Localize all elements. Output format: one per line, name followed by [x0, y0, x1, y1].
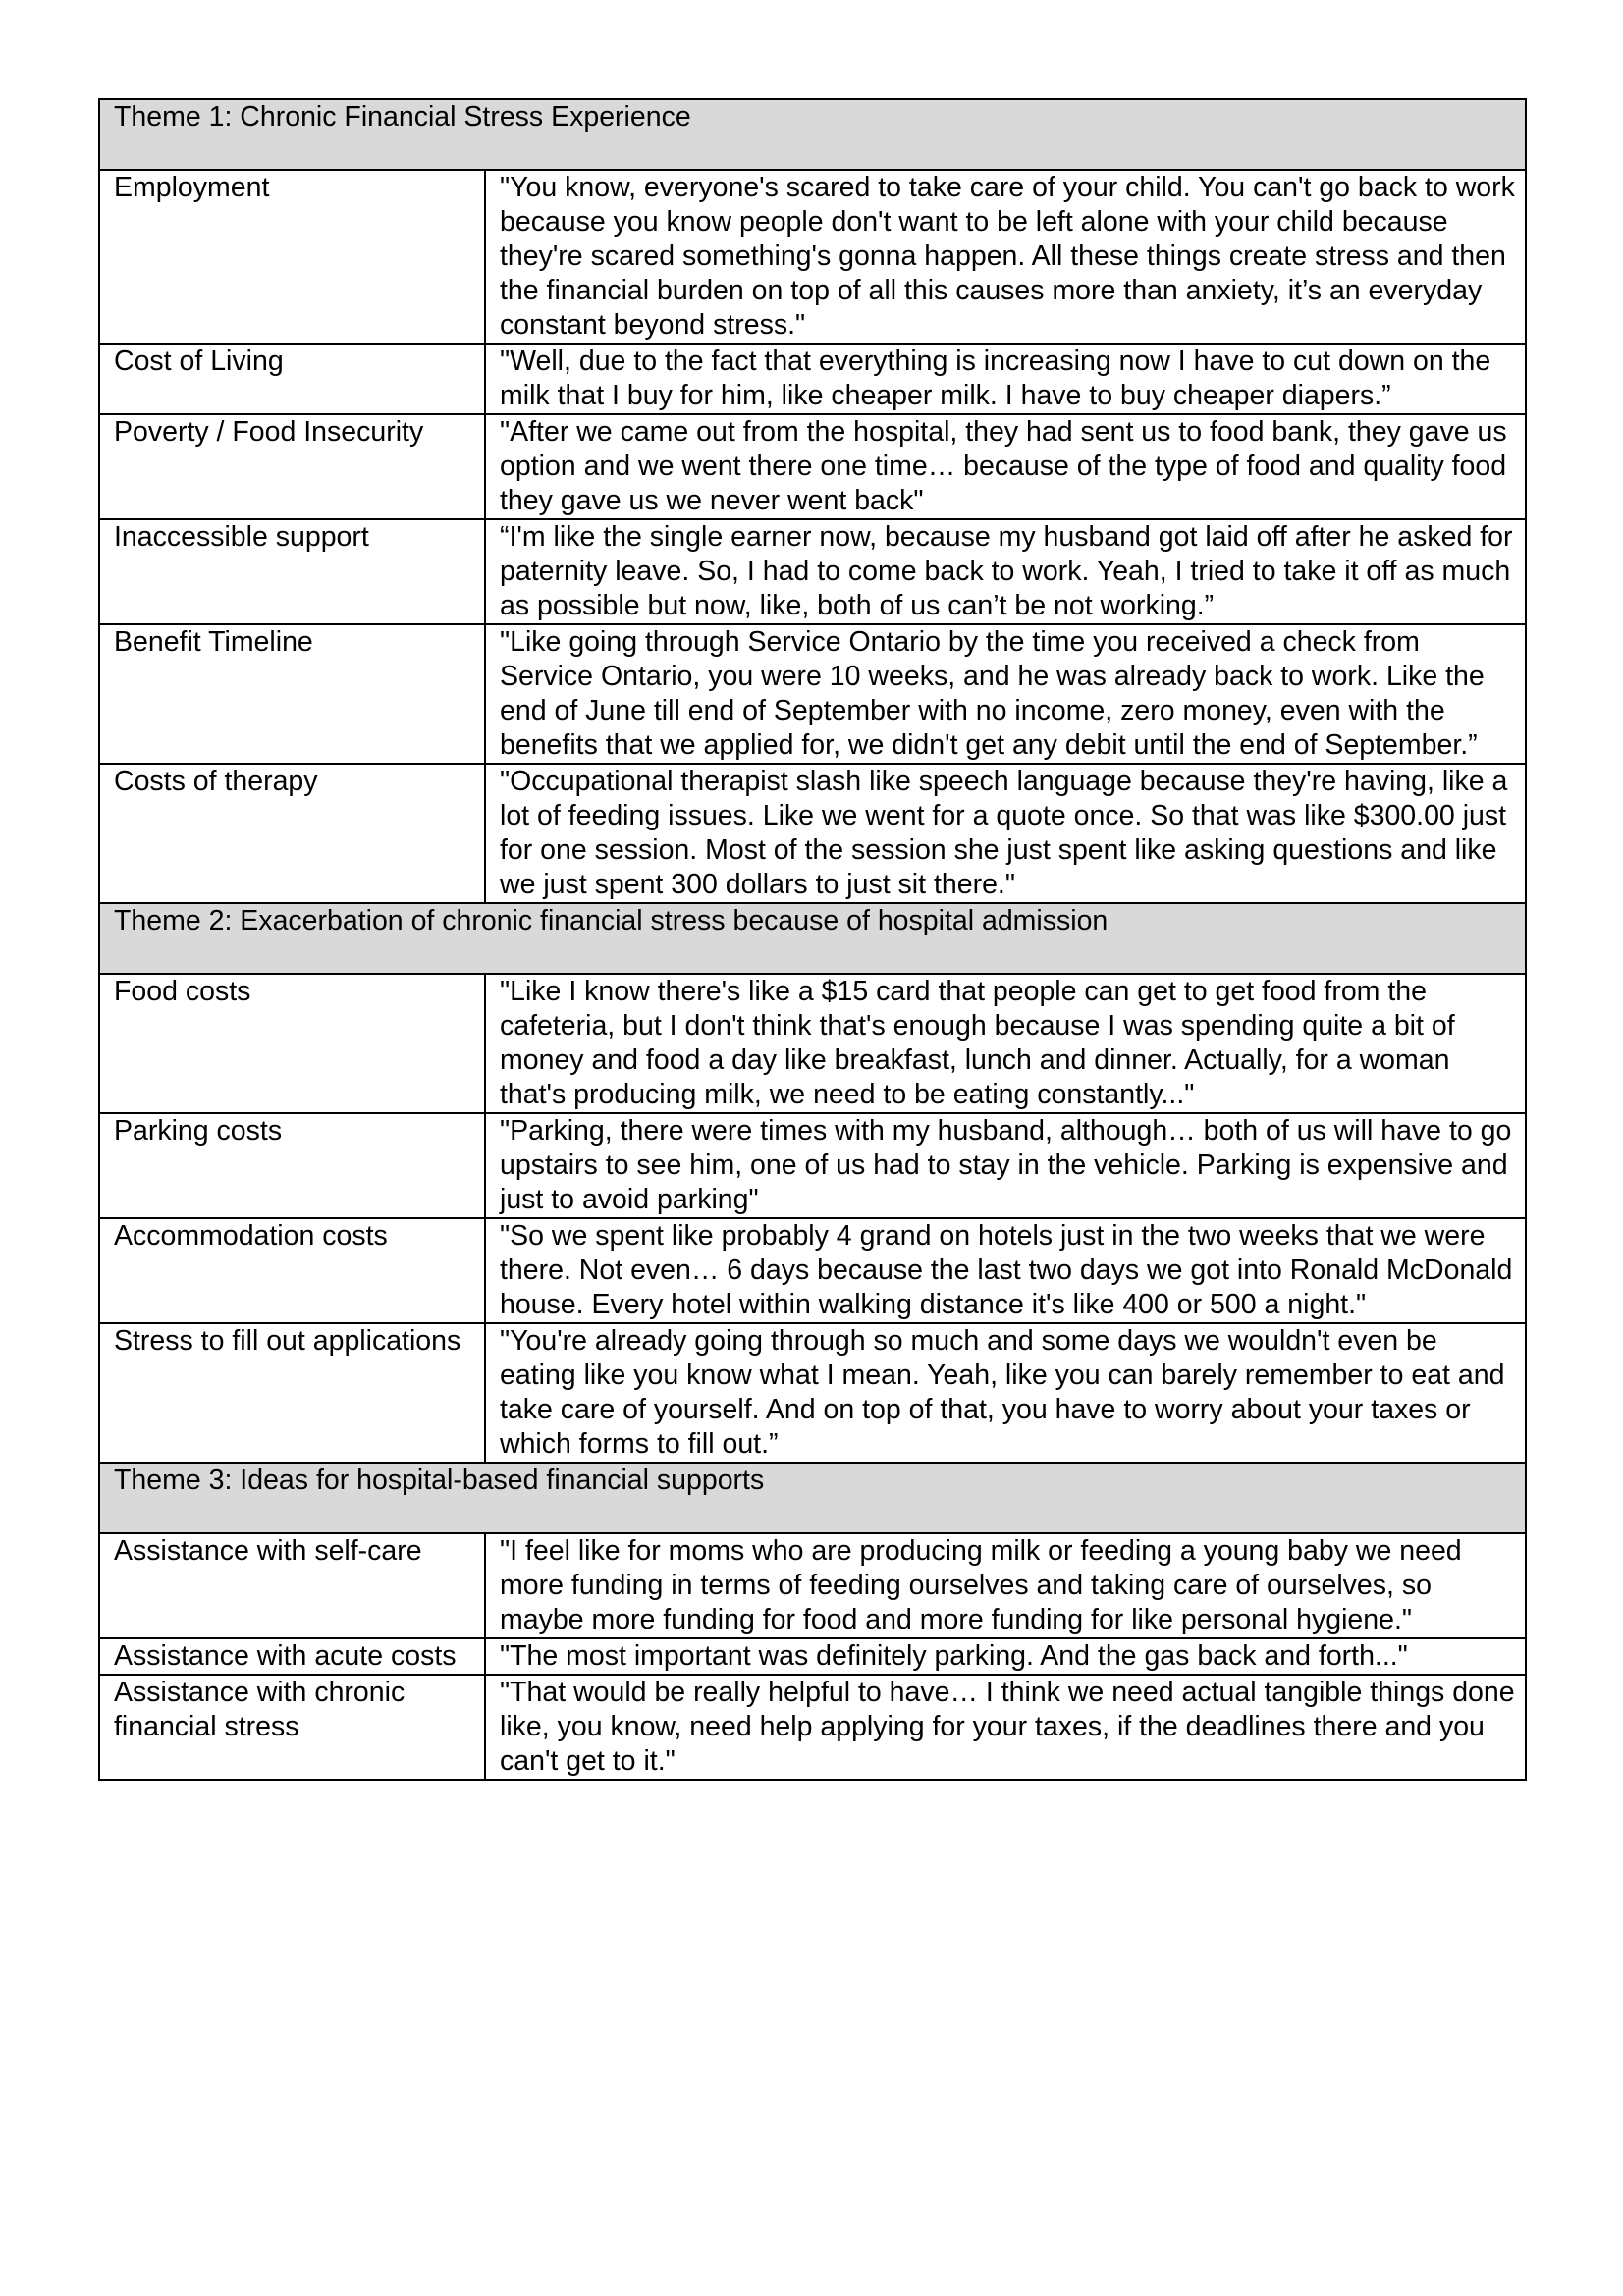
- theme-header-row: [99, 903, 1526, 974]
- row-label: Benefit Timeline: [99, 624, 485, 764]
- theme-title: Theme 2: Exacerbation of chronic financial stress because of hospital admission: [99, 903, 1526, 974]
- row-quote: "Like going through Service Ontario by the time you received a check from Service Ontario, you were 10 weeks, and he was already back to work. Like the end of June till end of September with no income, zero money, even with the benefits that we applied for, we didn't get any debit until the end of September.”: [485, 624, 1526, 764]
- table-row: [99, 1218, 1526, 1323]
- row-quote: "Parking, there were times with my husband, although… both of us will have to go upstairs to see him, one of us had to stay in the vehicle. Parking is expensive and just to avoid parking": [485, 1113, 1526, 1218]
- row-quote: "Occupational therapist slash like speech language because they're having, like a lot of feeding issues. Like we went for a quote once. So that was like $300.00 just for one session. Most of the session she just spent like asking questions and like we just spent 300 dollars to just sit there.": [485, 764, 1526, 903]
- row-quote: "That would be really helpful to have… I think we need actual tangible things done like, you know, need help applying for your taxes, if the deadlines there and you can't get to it.": [485, 1675, 1526, 1780]
- theme-header-row: [99, 99, 1526, 170]
- table-row: [99, 1533, 1526, 1638]
- row-label: Assistance with self-care: [99, 1533, 485, 1638]
- table-row: [99, 170, 1526, 344]
- table-row: [99, 414, 1526, 519]
- row-quote: “I'm like the single earner now, because my husband got laid off after he asked for paternity leave. So, I had to come back to work. Yeah, I tried to take it off as much as possible but now, like, both of us can’t be not working.”: [485, 519, 1526, 624]
- row-label: Stress to fill out applications: [99, 1323, 485, 1463]
- table-row: [99, 1675, 1526, 1780]
- row-label: Assistance with chronic financial stress: [99, 1675, 485, 1780]
- row-label: Assistance with acute costs: [99, 1638, 485, 1675]
- row-label: Costs of therapy: [99, 764, 485, 903]
- table-row: [99, 974, 1526, 1113]
- row-quote: "You know, everyone's scared to take care of your child. You can't go back to work because you know people don't want to be left alone with your child because they're scared something's gonna happen. All these things create stress and then the financial burden on top of all this causes more than anxiety, it’s an everyday constant beyond stress.": [485, 170, 1526, 344]
- table-row: [99, 764, 1526, 903]
- row-quote: "After we came out from the hospital, they had sent us to food bank, they gave us option and we went there one time… because of the type of food and quality food they gave us we never went back": [485, 414, 1526, 519]
- table-row: [99, 1323, 1526, 1463]
- row-quote: "So we spent like probably 4 grand on hotels just in the two weeks that we were there. Not even… 6 days because the last two days we got into Ronald McDonald house. Every hotel within walking distance it's like 400 or 500 a night.": [485, 1218, 1526, 1323]
- table-row: [99, 344, 1526, 414]
- row-label: Parking costs: [99, 1113, 485, 1218]
- table-row: [99, 1113, 1526, 1218]
- row-label: Poverty / Food Insecurity: [99, 414, 485, 519]
- row-label: Cost of Living: [99, 344, 485, 414]
- row-label: Employment: [99, 170, 485, 344]
- theme-header-row: [99, 1463, 1526, 1533]
- row-quote: "You're already going through so much and some days we wouldn't even be eating like you know what I mean. Yeah, like you can barely remember to eat and take care of yourself. And on top of that, you have to worry about your taxes or which forms to fill out.”: [485, 1323, 1526, 1463]
- table-row: [99, 624, 1526, 764]
- theme-title: Theme 1: Chronic Financial Stress Experience: [99, 99, 1526, 170]
- row-quote: "Like I know there's like a $15 card that people can get to get food from the cafeteria, but I don't think that's enough because I was spending quite a bit of money and food a day like breakfast, lunch and dinner. Actually, for a woman that's producing milk, we need to be eating constantly...": [485, 974, 1526, 1113]
- themes-table-body: [99, 99, 1526, 1780]
- theme-title: Theme 3: Ideas for hospital-based financial supports: [99, 1463, 1526, 1533]
- row-label: Inaccessible support: [99, 519, 485, 624]
- row-label: Accommodation costs: [99, 1218, 485, 1323]
- table-row: [99, 519, 1526, 624]
- row-label: Food costs: [99, 974, 485, 1113]
- row-quote: "The most important was definitely parking. And the gas back and forth...": [485, 1638, 1526, 1675]
- table-row: [99, 1638, 1526, 1675]
- row-quote: "I feel like for moms who are producing milk or feeding a young baby we need more funding in terms of feeding ourselves and taking care of ourselves, so maybe more funding for food and more funding for like personal hygiene.": [485, 1533, 1526, 1638]
- row-quote: "Well, due to the fact that everything is increasing now I have to cut down on the milk that I buy for him, like cheaper milk. I have to buy cheaper diapers.”: [485, 344, 1526, 414]
- themes-table: [98, 98, 1527, 1781]
